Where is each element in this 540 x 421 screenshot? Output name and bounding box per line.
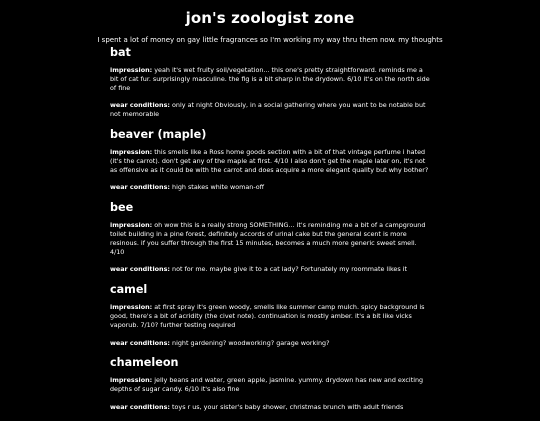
entry-heading: chameleon	[110, 356, 179, 370]
impression-label: impression:	[110, 376, 153, 385]
wear-paragraph	[110, 403, 432, 412]
entry-heading: bat	[110, 46, 131, 59]
impression-paragraph	[110, 221, 432, 256]
impression-paragraph	[110, 303, 432, 329]
entry-camel	[110, 283, 432, 347]
wear-paragraph	[110, 339, 432, 348]
impression-label: impression:	[110, 303, 153, 312]
wear-text: high stakes white woman-off	[172, 183, 265, 192]
impression-text: at first spray it's green woody, smells like summer camp mulch. spicy background is good, there's a bit of acridity (the civet note). continuation is mostly amber. it's a bit like vicks vaporub. 7/10? further testing required	[110, 303, 425, 329]
impression-text: oh wow this is a really strong SOMETHING... it's reminding me a bit of a campground toilet building in a pine forest, definitely accords of urinal cake but the general scent is more resinous. if you suffer through the first 15 minutes, becomes a much more generic sweet smell. 4/10	[110, 221, 426, 256]
entry-beaver-maple	[110, 128, 432, 192]
wear-text: only at night Obviously, in a social gathering where you want to be notable but not memorable	[110, 101, 426, 119]
wear-paragraph	[110, 265, 432, 274]
wear-text: toys r us, your sister's baby shower, christmas brunch with adult friends	[172, 402, 404, 411]
wear-label: wear conditions:	[110, 402, 170, 411]
impression-text: this smells like a Ross home goods section with a bit of that vintage perfume i hated (it's the carrot). don't get any of the maple at first. 4/10 I also don't get the maple later on, it's not as offensive as it could be with the carrot and does acquire a more elegant quality but why bother?	[110, 147, 429, 174]
impression-paragraph	[110, 148, 432, 174]
impression-label: impression:	[110, 147, 153, 156]
impression-text: jelly beans and water, green apple, jasmine. yummy. drydown has new and exciting depths of sugar candy. 6/10 it's also fine	[110, 376, 424, 394]
wear-text: night gardening? woodworking? garage working?	[172, 338, 330, 347]
wear-text: not for me. maybe give it to a cat lady? Fortunately my roommate likes it	[172, 265, 408, 274]
wear-label: wear conditions:	[110, 265, 170, 274]
wear-label: wear conditions:	[110, 183, 170, 192]
impression-paragraph	[110, 66, 432, 92]
impression-paragraph	[110, 376, 432, 394]
entries-list	[110, 46, 432, 421]
entry-bat	[110, 46, 432, 119]
wear-label: wear conditions:	[110, 338, 170, 347]
entry-heading: bee	[110, 201, 134, 215]
entry-bee	[110, 201, 432, 274]
wear-paragraph	[110, 183, 432, 192]
impression-label: impression:	[110, 66, 153, 74]
wear-label: wear conditions:	[110, 101, 170, 110]
wear-paragraph	[110, 101, 432, 119]
entry-chameleon	[110, 356, 432, 411]
impression-text: yeah it's wet fruity soil/vegetation... this one's pretty straightforward. reminds me a bit of cat fur. surprisingly masculine. the fig is a bit sharp in the drydown. 6/10 it's on the north side of fine	[110, 66, 430, 92]
entry-heading: beaver (maple)	[110, 127, 207, 141]
page-title: jon's zoologist zone	[185, 9, 355, 27]
intro-text: I spent a lot of money on gay little fragrances so I'm working my way thru them now. my thoughts	[97, 36, 443, 44]
impression-label: impression:	[110, 221, 153, 230]
entry-heading: camel	[110, 283, 148, 297]
